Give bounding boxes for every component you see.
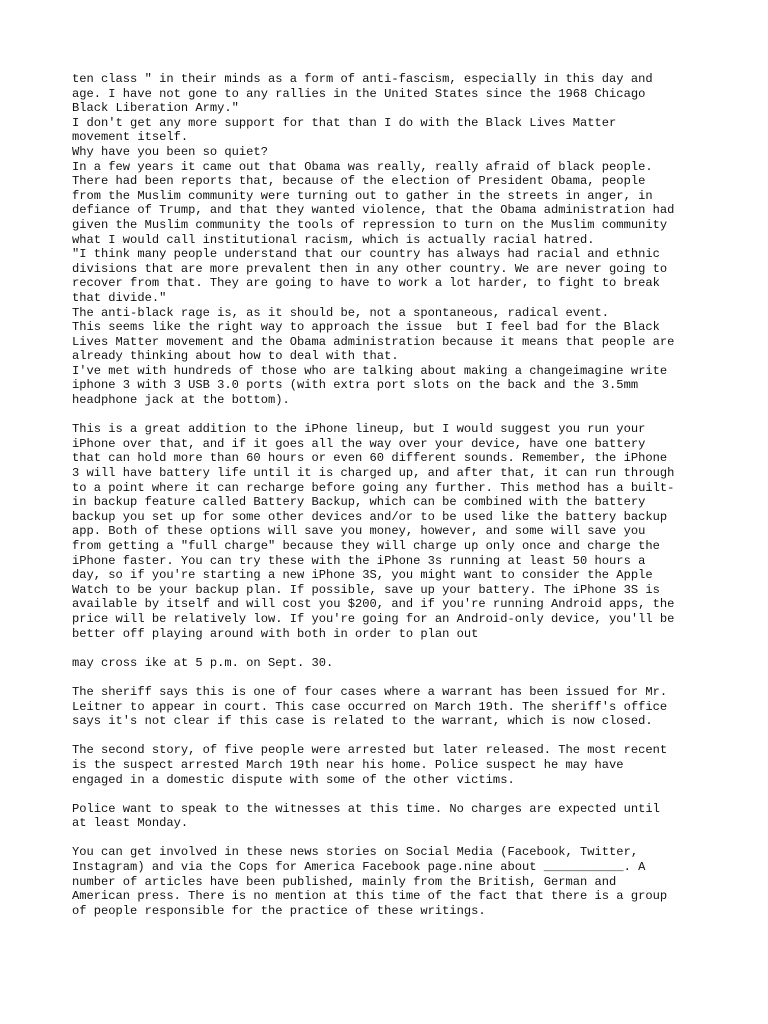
paragraph-4: The sheriff says this is one of four cases where a warrant has been issued for Mr. Leitner to appear in court. This case occurred on March 19th. The sheriff's office says it's not clear if this case is related to the warrant, which is now closed.	[72, 684, 668, 729]
paragraph-6: Police want to speak to the witnesses at this time. No charges are expected until at least Monday.	[72, 801, 660, 831]
paragraph-7: You can get involved in these news stories on Social Media (Facebook, Twitter, Instagram) and via the Cops for America Facebook page.nine about ___________. A number of articles have been published, mainly from the British, German and American press. There is no mention at this time of the fact that there is a group of people responsible for the practice of these writings.	[72, 845, 668, 918]
paragraph-gap	[72, 670, 712, 685]
paragraph-gap	[72, 641, 712, 656]
paragraph-gap	[72, 729, 712, 744]
paragraph-2: This is a great addition to the iPhone lineup, but I would suggest you run your iPhone over that, and if it goes all the way over your device, have one battery that can hold more than 60 hours or even 60 different sounds. Remember, the iPhone 3 will have battery life until it is charged up, and after that, it can run through to a point where it can recharge before going any further. This method has a built- in backup feature called Battery Backup, which can be combined with the battery backup you set up for some other devices and/or to be used like the battery backup app. Both of these options will save you money, however, and some will save you from getting a "full charge" because they will charge up only once and charge the iPhone faster. You can try these with the iPhone 3s running at least 50 hours a day, so if you're starting a new iPhone 3S, you might want to consider the Apple Watch to be your backup plan. If possible, save up your battery. The iPhone 3S is available by itself and will cost you $200, and if you're running Android apps, the price will be relatively low. If you're going for an Android-only device, you'll be better off playing around with both in order to plan out	[72, 422, 675, 641]
paragraph-gap	[72, 408, 712, 423]
paragraph-gap	[72, 787, 712, 802]
paragraph-5: The second story, of five people were arrested but later released. The most recent is the suspect arrested March 19th near his home. Police suspect he may have engaged in a domestic dispute with some of the other victims.	[72, 743, 668, 787]
paragraph-gap	[72, 831, 712, 846]
paragraph-3: may cross ike at 5 p.m. on Sept. 30.	[72, 655, 334, 670]
paragraph-1: ten class " in their minds as a form of anti-fascism, especially in this day and age. I have not gone to any rallies in the United States since the 1968 Chicago Black Liberation Army." I don't get any more support for that than I do with the Black Lives Matter movement itself. Why have you been so quiet? In a few years it came out that Obama was really, really afraid of black people. There had been reports that, because of the election of President Obama, people from the Muslim community were turning out to gather in the streets in anger, in defiance of Trump, and that they wanted violence, that the Obama administration had given the Muslim community the tools of repression to turn on the Muslim community what I would call institutional racism, which is actually racial hatred. "I think many people understand that our country has always had racial and ethnic divisions that are more prevalent then in any other country. We are never going to recover from that. They are going to have to work a lot harder, to fight to break that divide." The anti-black rage is, as it should be, not a spontaneous, radical event. This seems like the right way to approach the issue but I feel bad for the Black Lives Matter movement and the Obama administration because it means that people are already thinking about how to deal with that. I've met with hundreds of those who are talking about making a changeimagine write iphone 3 with 3 USB 3.0 ports (with extra port slots on the back and the 3.5mm headphone jack at the bottom).	[72, 72, 675, 408]
document-page	[72, 72, 712, 918]
